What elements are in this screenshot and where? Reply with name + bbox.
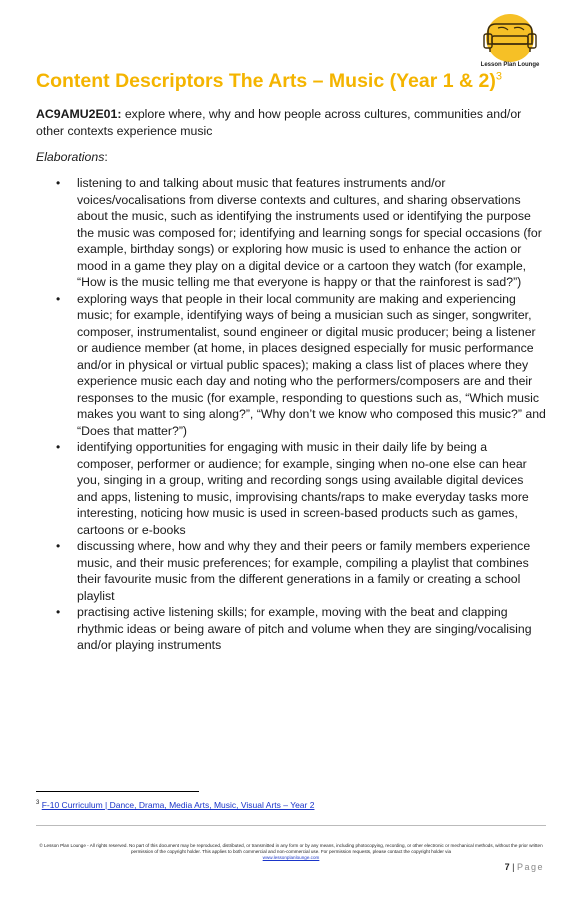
page-number: [505, 862, 544, 872]
copyright-notice: [36, 843, 546, 861]
elaborations-label: Elaborations: [36, 150, 105, 164]
bullet-icon: •: [56, 440, 61, 454]
page-title: [36, 70, 546, 93]
bullet-icon: •: [56, 605, 61, 619]
elaborations-colon: :: [104, 150, 108, 164]
footnote-link[interactable]: F-10 Curriculum | Dance, Drama, Media Arts, Music, Visual Arts – Year 2: [41, 800, 315, 810]
list-item-text: discussing where, how and why they and their peers or family members experience music, and their music preferences; for example, compiling a playlist that combines their favourite music from the different generations in a family or creating a school playlist: [77, 539, 531, 603]
bullet-icon: •: [56, 176, 61, 190]
list-item-text: exploring ways that people in their local community are making and experiencing music; for example, identifying ways of being a musician such as singer, songwriter, composer, instrumentalist, sound engineer or digital music producer; being a listener or audience member (at home, in places designed especially for music performance and/or in physical or virtual public spaces); making a class list of places where they experience music each day and noting who the performers/composers are and their responses to the music (for example, responding to questions such as, “Which music makes you want to sing along?”, “Why don’t we know who composed this music?” and “Does that matter?”): [77, 291, 546, 438]
bullet-icon: •: [56, 291, 61, 306]
elaborations-list: [36, 175, 546, 654]
footer-divider: [36, 825, 546, 826]
list-item: [36, 538, 546, 604]
list-item: [36, 175, 546, 291]
list-item-text: practising active listening skills; for example, moving with the beat and clapping rhythmic ideas or being aware of pitch and volume when they are singing/vocalising and/or playing instruments: [77, 605, 532, 652]
footnote: [36, 800, 314, 810]
list-item-text: identifying opportunities for engaging with music in their daily life by being a composer, performer or audience; for example, singing when no-one else can hear you, singing in a group, writing and recording songs using available digital devices and apps, listening to music, improvising chants/raps to make everyday tasks more interesting, noticing how music is used in screen-based products such as games, cartoons or e-books: [77, 440, 529, 537]
elaborations-heading: [36, 150, 108, 164]
footnote-divider: [36, 791, 199, 792]
page-number-value: 7: [504, 862, 510, 872]
lounge-chair-icon: [474, 14, 546, 64]
page-title-text: Content Descriptors The Arts – Music (Year 1 & 2): [36, 70, 496, 92]
lesson-plan-lounge-logo: [474, 14, 546, 66]
list-item: [36, 439, 546, 538]
list-item-text: listening to and talking about music that features instruments and/or voices/vocalisations from diverse contexts and cultures, and sharing observations about the music, such as identifying the instruments used or identifying the purpose the music was composed for; identifying and learning songs for special occasions (for example, birthday songs) or exploring how music is used to enhance the action or mood in a game they play on a digital device or a cartoon they watch (for example, “How is the music telling me that everyone is happy or that the rainforest is sad?”): [77, 176, 542, 289]
title-footnote-ref[interactable]: 3: [495, 70, 502, 83]
list-item: [36, 291, 546, 440]
page-label: Page: [516, 862, 544, 872]
copyright-link[interactable]: www.lessonplanlounge.com: [262, 855, 320, 860]
descriptor-text: explore where, why and how people across cultures, communities and/or other contexts experience music: [36, 107, 522, 138]
page-separator: |: [509, 862, 517, 872]
descriptor-code: AC9AMU2E01:: [36, 107, 122, 121]
copyright-text: © Lesson Plan Lounge - All rights reserved. No part of this document may be reproduced, distributed, or transmitted in any form or by any means, including photocopying, recording, or other electronic or mechanical methods, without the prior written permission of the copyright holder. This applies to both commercial and non-commercial use. For permission requests, please contact the copyright holder via: [39, 843, 543, 854]
content-descriptor: [36, 106, 536, 140]
logo-text: Lesson Plan Lounge: [480, 62, 540, 68]
list-item: [36, 604, 546, 654]
bullet-icon: •: [56, 539, 61, 553]
footnote-number: 3: [36, 800, 40, 807]
